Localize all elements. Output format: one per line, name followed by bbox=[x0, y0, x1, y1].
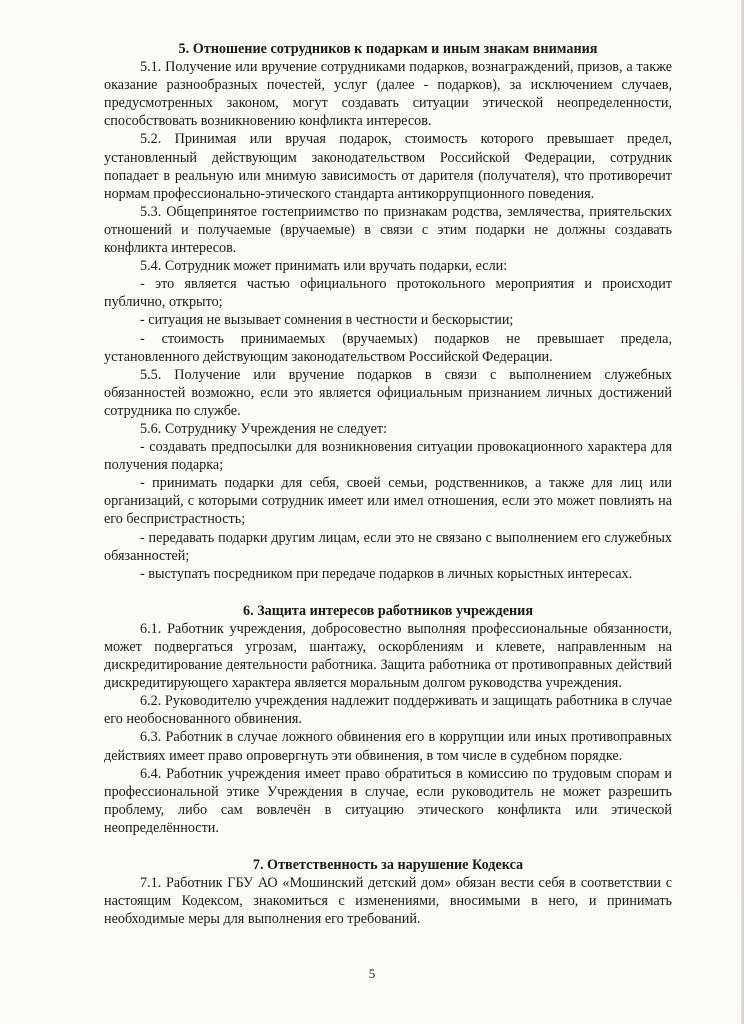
list-item-5-6-c: - передавать подарки другим лицам, если это не связано с выполнением его служебных обязанностей; bbox=[104, 529, 672, 564]
page-number: 5 bbox=[368, 966, 376, 981]
section-6-heading: 6. Защита интересов работников учреждения bbox=[242, 602, 534, 619]
paragraph-5-5: 5.5. Получение или вручение подарков в связи с выполнением служебных обязанностей возможно, если это является официальным признанием личных достижений сотрудника по службе. bbox=[104, 366, 672, 419]
paragraph-6-2: 6.2. Руководителю учреждения надлежит поддерживать и защищать работника в случае его необоснованного обвинения. bbox=[104, 693, 672, 728]
paragraph-5-4: 5.4. Сотрудник может принимать или вручать подарки, если: bbox=[140, 258, 508, 275]
paragraph-5-3: 5.3. Общепринятое гостеприимство по признакам родства, землячества, приятельских отношений и получаемые (вручаемые) в связи с этим подарки не должны создавать конфликта интересов. bbox=[104, 203, 672, 257]
list-item-5-4-b: - ситуация не вызывает сомнения в честности и бескорыстии; bbox=[140, 312, 514, 329]
list-item-5-6-a: - создавать предпосылки для возникновения ситуации провокационного характера для получения подарка; bbox=[104, 439, 672, 474]
paragraph-6-1: 6.1. Работник учреждения, добросовестно выполняя профессиональные обязанности, может подвергаться угрозам, шантажу, оскорблениям и клевете, направленным на дискредитирование деятельности работника. Защита работника от противоправных действий дискредитирующего характера является моральным долгом руководства учреждения. bbox=[104, 620, 672, 692]
list-item-5-4-c: - стоимость принимаемых (вручаемых) подарков не превышает предела, установленного действующим законодательством Российской Федерации. bbox=[104, 330, 672, 365]
paragraph-6-3: 6.3. Работник в случае ложного обвинения его в коррупции или иных противоправных действиях имеет право опровергнуть эти обвинения, в том числе в судебном порядке. bbox=[104, 729, 672, 764]
section-5-heading: 5. Отношение сотрудников к подаркам и иным знакам внимания bbox=[178, 41, 598, 57]
list-item-5-6-b: - принимать подарки для себя, своей семьи, родственников, а также для лиц или организаций, с которыми сотрудник имеет или имел отношения, если это может повлиять на его беспристрастность; bbox=[104, 475, 672, 528]
list-item-5-4-a: - это является частью официального протокольного мероприятия и происходит публично, открыто; bbox=[104, 276, 672, 311]
paragraph-5-2: 5.2. Принимая или вручая подарок, стоимость которого превышает предел, установленный действующим законодательством Российской Федерации, сотрудник попадает в реальную или мнимую зависимость от дарителя (получателя), что противоречит нормам профессионально-этического стандарта антикоррупционного поведения. bbox=[104, 131, 672, 202]
list-item-5-6-d: - выступать посредником при передаче подарков в личных корыстных интересах. bbox=[140, 565, 633, 582]
paragraph-5-6: 5.6. Сотруднику Учреждения не следует: bbox=[140, 420, 388, 437]
section-7-heading: 7. Ответственность за нарушение Кодекса bbox=[252, 857, 524, 874]
paragraph-6-4: 6.4. Работник учреждения имеет право обратиться в комиссию по трудовым спорам и профессиональной этике Учреждения в случае, если руководитель не может разрешить проблему, либо сам вовлечён в ситуацию этического конфликта или этической неопределённости. bbox=[104, 765, 672, 836]
paragraph-5-1: 5.1. Получение или вручение сотрудниками подарков, вознаграждений, призов, а также оказание разнообразных почестей, услуг (далее - подарков), за исключением случаев, предусмотренных законом, могут создавать ситуации этической неопределенности, способствовать возникновению конфликта интересов. bbox=[104, 59, 672, 130]
paragraph-7-1: 7.1. Работник ГБУ АО «Мошинский детский дом» обязан вести себя в соответствии с настоящим Кодексом, знакомиться с изменениями, вносимыми в него, и принимать необходимые меры для выполнения его требований. bbox=[104, 875, 672, 928]
document-body bbox=[104, 40, 672, 928]
